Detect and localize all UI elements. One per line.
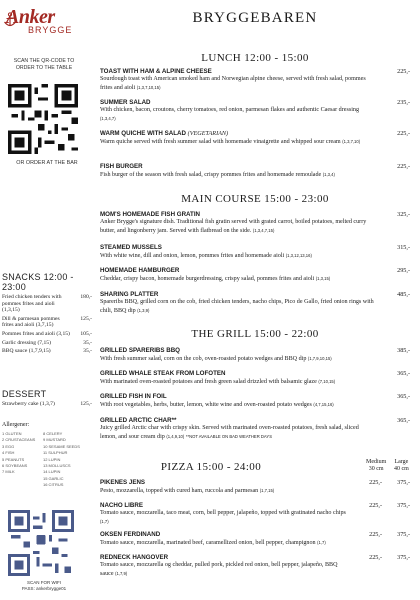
dessert-heading: DESSERT: [2, 389, 47, 399]
menu-main: [96, 0, 414, 600]
allergen-legend: [2, 422, 82, 489]
menu-item: SHARING PLATTER Spareribs BBQ, grilled corn on the cob, fried chicken tenders, nacho chips, Pico de Gallo, fried onion rings with chili, BBQ dip (1,3,9) 485,-: [100, 291, 410, 314]
item-price: 485,-: [397, 291, 410, 298]
allergen-entry: 15 GARLIC: [43, 475, 64, 481]
grill-heading: THE GRILL 15:00 - 22:00: [191, 328, 319, 340]
item-price: 365,-: [397, 370, 410, 377]
snack-item: BBQ sauce (1,7,9,15) 35,-: [2, 348, 92, 355]
allergen-entry: 8 CELERY: [43, 431, 63, 436]
allergen-entry: 12 LUPIN: [43, 456, 61, 462]
allergen-entry: 6 SOYBEANS: [2, 463, 28, 469]
item-price: 225,-: [397, 68, 410, 75]
brand-logo: [6, 6, 76, 46]
item-price: 365,-: [397, 393, 410, 400]
price-medium: 225,-: [369, 531, 382, 538]
item-price: 295,-: [397, 267, 410, 274]
item-price: 235,-: [397, 99, 410, 106]
item-price: 325,-: [397, 211, 410, 218]
allergen-entry: 1 GLUTEN: [2, 431, 22, 436]
price-medium: 225,-: [369, 554, 382, 561]
pizza-item: OKSEN FERDINAND Tomato sauce, mozzarella, marinated beef, caramellized onion, bell pepper, champignon (1,7) 225,- 375,-: [100, 531, 410, 546]
sidebar: [0, 0, 95, 600]
snack-item: Fried chicken tenders with pommes frites and aioli (1,3,15) 180,-: [2, 294, 92, 314]
page-title: BRYGGEBAREN: [192, 10, 318, 26]
allergen-entry: 16 CITRUS: [43, 482, 64, 488]
snacks-section: [2, 272, 92, 355]
allergen-grid: [2, 431, 82, 489]
menu-item: GRILLED SPARERIBS BBQ With fresh summer salad, corn on the cob, oven-roasted potato wedges and BBQ dip (1,7,9,10,15) 385,-: [100, 347, 410, 362]
logo-sub: BRYGGE: [28, 25, 73, 35]
dessert-item: Strawberry cake (1,3,7) 125,-: [2, 401, 92, 407]
price-medium: 225,-: [369, 502, 382, 509]
wifi-qr-code[interactable]: [8, 510, 74, 576]
pizza-item: REDNECK HANGOVER Tomato sauce, mozzarella og cheddar, pulled pork, pickled red onion, bell pepper, jalapeño, BBQ sauce (1,7,9) 225,- 375,-: [100, 554, 410, 577]
menu-item: HOMEMADE HAMBURGER Cheddar, crispy bacon, homemade burgerdressing, crispy salad, pommes frites and aioli (1,3,15) 295,-: [100, 267, 410, 282]
item-price: 365,-: [397, 417, 410, 424]
allergen-entry: 11 SULPHUR: [43, 450, 68, 456]
snacks-heading: SNACKS 12:00 - 23:00: [2, 272, 74, 292]
order-at-bar-text: OR ORDER AT THE BAR: [16, 160, 78, 166]
allergen-entry: 13 MOLLUSCS: [43, 463, 71, 469]
anchor-icon: [3, 12, 17, 28]
price-large: 375,-: [397, 502, 410, 509]
item-price: 225,-: [397, 130, 410, 137]
allergen-entry: 14 LUPIN: [43, 469, 61, 475]
allergen-entry: 7 MILK: [2, 469, 15, 475]
snack-item: Garlic dressing (7,15) 35,-: [2, 339, 92, 346]
price-large: 375,-: [397, 479, 410, 486]
allergen-title: Allergener:: [2, 422, 30, 428]
main-course-heading: MAIN COURSE 15:00 - 23:00: [181, 193, 329, 205]
menu-item: GRILLED FISH IN FOIL With root vegetables, herbs, butter, lemon, white wine and oven-roasted potato wedges (4,7,15,16) 365,-: [100, 393, 410, 408]
price-large: 375,-: [397, 554, 410, 561]
allergen-entry: 3 EGG: [2, 443, 15, 449]
allergen-entry: [2, 482, 41, 488]
menu-item: TOAST WITH HAM & ALPINE CHEESE Sourdough toast with American smoked ham and Norwegian alpine cheese, served with fresh salad, pommes frites and aioli (1,3,7,10,15) 225,-: [100, 68, 410, 91]
menu-item: FISH BURGER Fish burger of the season with fresh salad, crispy pommes frites and homemade remoulade (1,3,4) 225,-: [100, 163, 410, 178]
item-price: 315,-: [397, 244, 410, 251]
item-price: 225,-: [397, 163, 410, 170]
logo-main: Anker: [6, 6, 55, 28]
menu-item: STEAMED MUSSELS With white wine, dill and onion, lemon, pommes frites and homemade aioli (1,3,12,13,16) 315,-: [100, 244, 410, 259]
pizza-heading: PIZZA 15:00 - 24:00: [160, 461, 262, 473]
price-medium: 225,-: [369, 479, 382, 486]
pizza-item: PIKENES JENS Pesto, mozzarella, topped with cured ham, ruccola and parmesan (1,7,15) 225,- 375,-: [100, 479, 410, 494]
allergen-entry: 10 SESAME SEEDS: [43, 443, 80, 449]
item-price: 385,-: [397, 347, 410, 354]
allergen-entry: 2 CRUSTACEANS: [2, 437, 36, 443]
menu-item: WARM QUICHE WITH SALAD (VEGETARIAN) Warm quiche served with fresh summer salad with homemade vinaigrette and whipped sour cream (1,3,7,10) 225,-: [100, 130, 410, 145]
size-medium-header: Medium 30 cm: [366, 459, 387, 472]
menu-item: GRILLED ARCTIC CHAR** Juicy grilled Arctic char with crispy skin. Served with marinated oven-roasted potatoes, fresh salad, sliced lemon, and sour cream dip (1,4,9,10) **NOT AVAILABLE ON BAD WEATHER DAYS 365,-: [100, 417, 410, 440]
wifi-info: [2, 580, 86, 592]
scan-order-text: SCAN THE QR-CODE TO ORDER TO THE TABLE: [13, 58, 75, 71]
menu-item: SUMMER SALAD With chicken, bacon, croutons, cherry tomatoes, red onion, parmesan flakes and authentic Caesar dressing (1,3,4,7) 235,-: [100, 99, 410, 121]
lunch-heading: LUNCH 12:00 - 15:00: [201, 52, 309, 64]
allergen-entry: 9 MUSTARD: [43, 437, 66, 443]
allergen-entry: 5 PEANUTS: [2, 456, 25, 462]
menu-item: GRILLED WHALE STEAK FROM LOFOTEN With marinated oven-roasted potatoes and fresh green salad drizzled with balsamic glaze (7,10,15) 365,-: [100, 370, 410, 385]
order-qr-code[interactable]: [8, 84, 78, 154]
price-large: 375,-: [397, 531, 410, 538]
allergen-entry: 4 FISH: [2, 450, 15, 456]
dessert-section: [2, 389, 92, 408]
snack-item: Dill & parmesan pommes frites and aioli (3,7,15) 125,-: [2, 315, 92, 329]
snack-item: Pommes frites and aioli (3,15) 105,-: [2, 330, 92, 337]
pizza-item: NACHO LIBRE Tomato sauce, mozzarella, taco meat, corn, bell pepper, jalapeño, topped with gratinated nacho chips (1,7) 225,- 375,-: [100, 502, 410, 524]
size-large-header: Large 40 cm: [394, 459, 409, 472]
wifi-label: SCAN FOR WIFI: [27, 580, 61, 585]
menu-item: MOM'S HOMEMADE FISH GRATIN Anker Brygge's signature dish. Traditional fish gratin served with grated carrot, boiled potatoes, melted curry butter, and lingonberry jam. Served with flatbread on the side. (1,3,4,7,15) 325,-: [100, 211, 410, 234]
wifi-password: PASS: ankerbrygge01: [21, 586, 67, 591]
